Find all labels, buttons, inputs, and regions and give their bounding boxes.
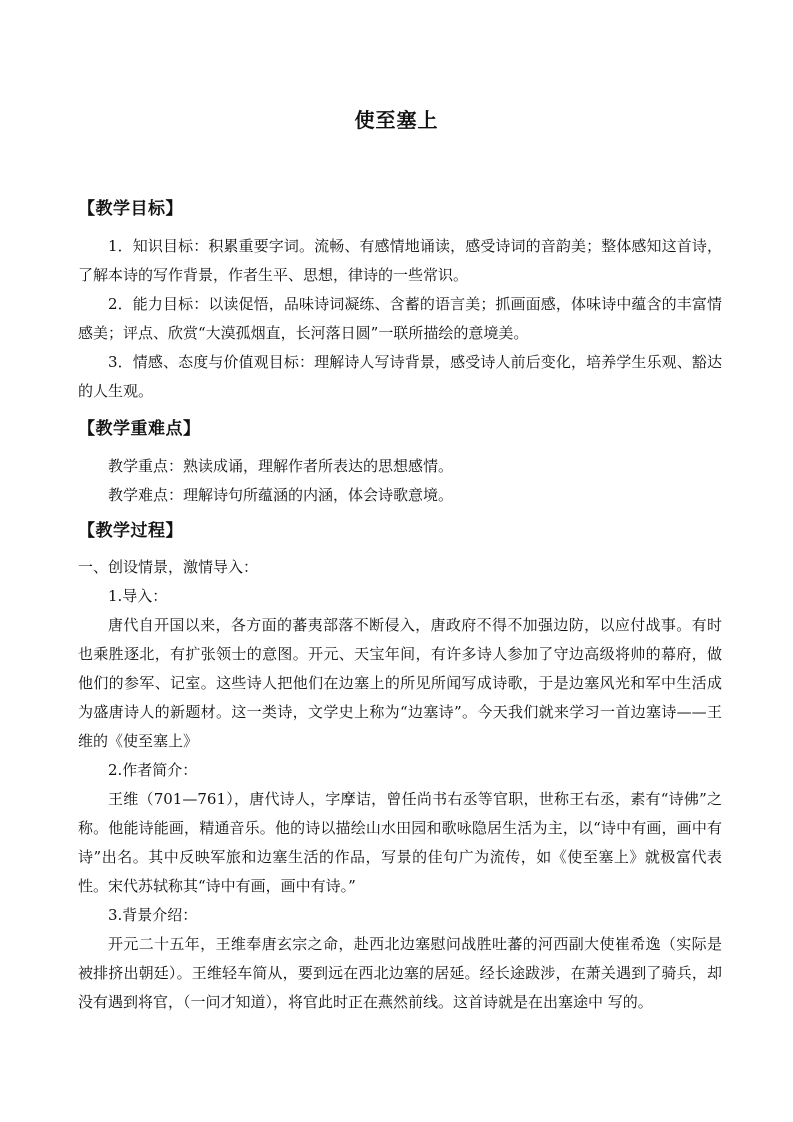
goal-emotion: 3．情感、态度与价值观目标：理解诗人写诗背景，感受诗人前后变化，培养学生乐观、豁达的人生观。 xyxy=(78,353,722,400)
author-label: 2.作者简介： xyxy=(108,761,198,779)
step1-title: 一、创设情景，激情导入： xyxy=(78,558,259,576)
intro-label: 1.导入： xyxy=(108,587,168,605)
section-heading-process: 【教学过程】 xyxy=(78,521,183,541)
background-text: 开元二十五年，王维奉唐玄宗之命，赴西北边塞慰问战胜吐蕃的河西副大使崔希逸（实际是被排挤出朝廷）。王维轻车简从，要到远在西北边塞的居延。经长途跋涉，在萧关遇到了骑兵，却没有遇到将官，（一问才知道），将官此时正在燕然前线。这首诗就是在出塞途中 写的。 xyxy=(78,935,722,1011)
keypoint-focus: 教学重点：熟读成诵，理解作者所表达的思想感情。 xyxy=(108,457,454,475)
intro-text: 唐代自开国以来，各方面的蕃夷部落不断侵入，唐政府不得不加强边防，以应付战事。有时也乘胜逐北，有扩张领士的意图。开元、天宝年间，有许多诗人参加了守边高级将帅的幕府，做他们的参军、记室。这些诗人把他们在边塞上的所见所闻写成诗歌，于是边塞风光和军中生活成为盛唐诗人的新题材。这一类诗，文学史上称为“边塞诗”。今天我们就来学习一首边塞诗——王维的《使至塞上》 xyxy=(78,616,722,750)
background-label: 3.背景介绍： xyxy=(108,906,198,924)
page-title: 使至塞上 xyxy=(354,108,439,132)
section-heading-keypoints: 【教学重难点】 xyxy=(78,419,201,439)
goal-knowledge: 1．知识目标：积累重要字词。流畅、有感情地诵读，感受诗词的音韵美；整体感知这首诗，了解本诗的写作背景，作者生平、思想，律诗的一些常识。 xyxy=(78,237,722,284)
section-heading-goals: 【教学目标】 xyxy=(78,199,183,219)
goal-ability: 2．能力目标：以读促悟，品味诗词凝练、含蓄的语言美；抓画面感，体味诗中蕴含的丰富情感美；评点、欣赏“大漠孤烟直，长河落日圆”一联所描绘的意境美。 xyxy=(78,295,722,342)
keypoint-difficulty: 教学难点：理解诗句所蕴涵的内涵，体会诗歌意境。 xyxy=(108,486,454,504)
author-text: 王维（701—761），唐代诗人，字摩诘，曾任尚书右丞等官职，世称王右丞，素有“诗佛”之称。他能诗能画，精通音乐。他的诗以描绘山水田园和歌咏隐居生活为主，以“诗中有画，画中有诗”出名。其中反映军旅和边塞生活的作品，写景的佳句广为流传，如《使至塞上》就极富代表性。宋代苏轼称其“诗中有画，画中有诗。” xyxy=(78,790,722,895)
